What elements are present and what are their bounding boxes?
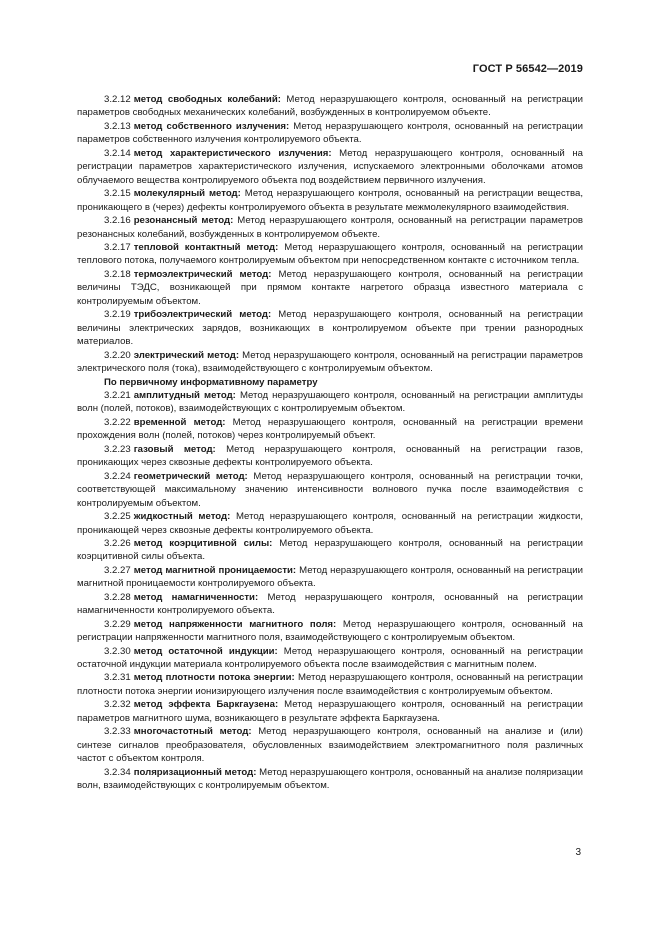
term-number: 3.2.24 (104, 470, 131, 482)
term-number: 3.2.14 (104, 147, 131, 159)
term-name: амплитудный метод: (133, 389, 236, 401)
term-number: 3.2.23 (104, 443, 131, 455)
term-text: Метод неразрушающего контроля, основанный на регистрации теплового потока, получаемого контролируемым объектом при непосредственном контакте с источником тепла. (77, 241, 583, 267)
term-number: 3.2.19 (104, 309, 131, 321)
term-name: термоэлектрический метод: (133, 268, 272, 280)
term-text: Метод неразрушающего контроля, основанный на регистрации амплитуды волн (полей, потоков), взаимодействующих с контролируемым объектом. (77, 389, 583, 415)
term-definition (77, 349, 583, 376)
term-number: 3.2.12 (104, 94, 131, 105)
term-name: метод намагниченности: (133, 591, 259, 603)
term-text: Метод неразрушающего контроля, основанный на регистрации жидкости, проникающей через сквозные дефекты контролируемого объекта. (77, 511, 584, 536)
term-text: Метод неразрушающего контроля, основанный на регистрации остаточной индукции материала контролируемого объекта после взаимодействия с магнитным полем. (77, 645, 583, 671)
term-definition (77, 537, 583, 564)
term-number: 3.2.28 (104, 591, 131, 603)
term-text: Метод неразрушающего контроля, основанный на регистрации газов, проникающих через сквозные дефекты контролируемого объекта. (77, 443, 584, 469)
term-name: метод напряженности магнитного поля: (133, 618, 337, 630)
term-definition (77, 120, 583, 147)
term-number: 3.2.21 (104, 389, 131, 401)
term-text: Метод неразрушающего контроля, основанный на регистрации времени прохождения волн (полей, потоков) через контролируемый объект. (77, 416, 584, 442)
term-definition (77, 187, 583, 214)
term-text: Метод неразрушающего контроля, основанный на регистрации величины ТЭДС, возникающей при прямом контакте нагретого образца известного материала с контролируемым объектом. (77, 268, 583, 307)
term-definition (77, 618, 583, 645)
term-number: 3.2.15 (104, 188, 131, 200)
term-definition (77, 443, 583, 470)
term-definition (77, 268, 583, 308)
term-number: 3.2.25 (104, 511, 131, 523)
page-number: 3 (575, 847, 581, 858)
standard-code: ГОСТ Р 56542—2019 (472, 63, 583, 75)
term-definition (77, 470, 583, 510)
term-name: поляризационный метод: (133, 766, 257, 778)
term-name: молекулярный метод: (133, 188, 241, 200)
term-definition (77, 510, 583, 537)
term-definition (77, 591, 583, 618)
term-definition (77, 214, 583, 241)
term-text: Метод неразрушающего контроля, основанный на регистрации параметров резонансных колебаний, возбужденных в контролируемом объекте. (77, 215, 584, 240)
term-number: 3.2.20 (104, 349, 131, 361)
term-name: газовый метод: (133, 443, 216, 455)
term-definition (77, 147, 583, 187)
term-text: Метод неразрушающего контроля, основанный на регистрации параметров электрического поля (тока), взаимодействующего с контролируемым объектом. (77, 349, 583, 375)
term-number: 3.2.34 (104, 766, 131, 778)
term-number: 3.2.32 (104, 699, 131, 711)
term-name: метод остаточной индукции: (133, 645, 278, 657)
term-name: метод собственного излучения: (133, 120, 290, 132)
section-heading: По первичному информативному параметру (104, 376, 318, 388)
term-text: Метод неразрушающего контроля, основанный на регистрации вещества, проникающего в (через) дефекты контролируемого объекта в результате межмолекулярного взаимодействия. (77, 188, 583, 213)
term-name: метод эффекта Баркгаузена: (133, 699, 279, 711)
term-definition (77, 241, 583, 268)
term-text: Метод неразрушающего контроля, основанный на анализе и (или) синтезе сигналов преобразователя, обусловленных взаимодействием электромагнитного поля различных частот с объектом контроля. (77, 726, 583, 765)
term-definition (77, 564, 583, 591)
term-number: 3.2.29 (104, 618, 131, 630)
term-definition (77, 671, 583, 698)
term-text: Метод неразрушающего контроля, основанный на регистрации параметров магнитного шума, возникающего в результате эффекта Баркгаузена. (77, 699, 583, 724)
term-definition (77, 416, 583, 443)
term-definition (77, 308, 583, 348)
term-name: метод свободных колебаний: (133, 94, 281, 105)
term-number: 3.2.22 (104, 416, 131, 428)
term-name: электрический метод: (133, 349, 240, 361)
term-number: 3.2.13 (104, 120, 131, 132)
term-definition (77, 389, 583, 416)
term-text: Метод неразрушающего контроля, основанный на регистрации плотности потока энергии ионизирующего излучения после взаимодействия с контролируемым объектом. (77, 672, 583, 697)
term-text: Метод неразрушающего контроля, основанный на регистрации параметров свободных механических колебаний, возбужденных в контролируемом объекте. (77, 94, 583, 119)
term-name: метод плотности потока энергии: (133, 672, 295, 684)
term-name: резонансный метод: (133, 215, 234, 227)
term-name: многочастотный метод: (133, 726, 252, 738)
term-name: метод коэрцитивной силы: (133, 537, 273, 549)
term-text: Метод неразрушающего контроля, основанный на регистрации величины электрических зарядов, возникающих в контролируемом объекте при трении разнородных материалов. (77, 309, 584, 348)
term-number: 3.2.27 (104, 564, 131, 576)
term-definition (77, 93, 583, 120)
term-definition (77, 725, 583, 765)
term-text: Метод неразрушающего контроля, основанный на анализе поляризации волн, взаимодействующих с контролируемым объектом. (77, 766, 583, 792)
term-name: временной метод: (133, 416, 226, 428)
term-number: 3.2.33 (104, 726, 131, 738)
term-text: Метод неразрушающего контроля, основанный на регистрации коэрцитивной силы объекта. (77, 537, 583, 563)
term-number: 3.2.16 (104, 215, 131, 227)
term-text: Метод неразрушающего контроля, основанный на регистрации точки, соответствующей максимальному значению интенсивности волнового пучка после взаимодействия с контролируемым объектом. (77, 470, 583, 509)
term-number: 3.2.26 (104, 537, 131, 549)
term-name: жидкостный метод: (133, 511, 231, 523)
term-number: 3.2.30 (104, 645, 131, 657)
term-definition (77, 698, 583, 725)
term-definition (77, 766, 583, 793)
term-name: трибоэлектрический метод: (133, 309, 272, 321)
term-number: 3.2.18 (104, 268, 131, 280)
term-definition (77, 645, 583, 672)
term-text: Метод неразрушающего контроля, основанный на регистрации намагниченности контролируемого объекта. (77, 591, 583, 617)
term-text: Метод неразрушающего контроля, основанный на регистрации магнитной проницаемости контролируемого объекта. (77, 564, 583, 590)
term-name: метод магнитной проницаемости: (133, 564, 297, 576)
term-text: Метод неразрушающего контроля, основанный на регистрации параметров характеристического излучения, испускаемого электронными оболочками атомов облучаемого вещества контролируемого объекта под воздействием первичного излучения. (77, 147, 583, 186)
term-text: Метод неразрушающего контроля, основанный на регистрации параметров собственного излучения контролируемого объекта. (77, 120, 583, 146)
terms-list (77, 93, 583, 793)
term-name: тепловой контактный метод: (133, 241, 279, 253)
term-number: 3.2.17 (104, 241, 131, 253)
term-name: метод характеристического излучения: (133, 147, 332, 159)
term-name: геометрический метод: (133, 470, 248, 482)
term-number: 3.2.31 (104, 672, 131, 684)
term-text: Метод неразрушающего контроля, основанный на регистрации напряженности магнитного поля, взаимодействующего с контролируемым объектом. (77, 618, 583, 644)
